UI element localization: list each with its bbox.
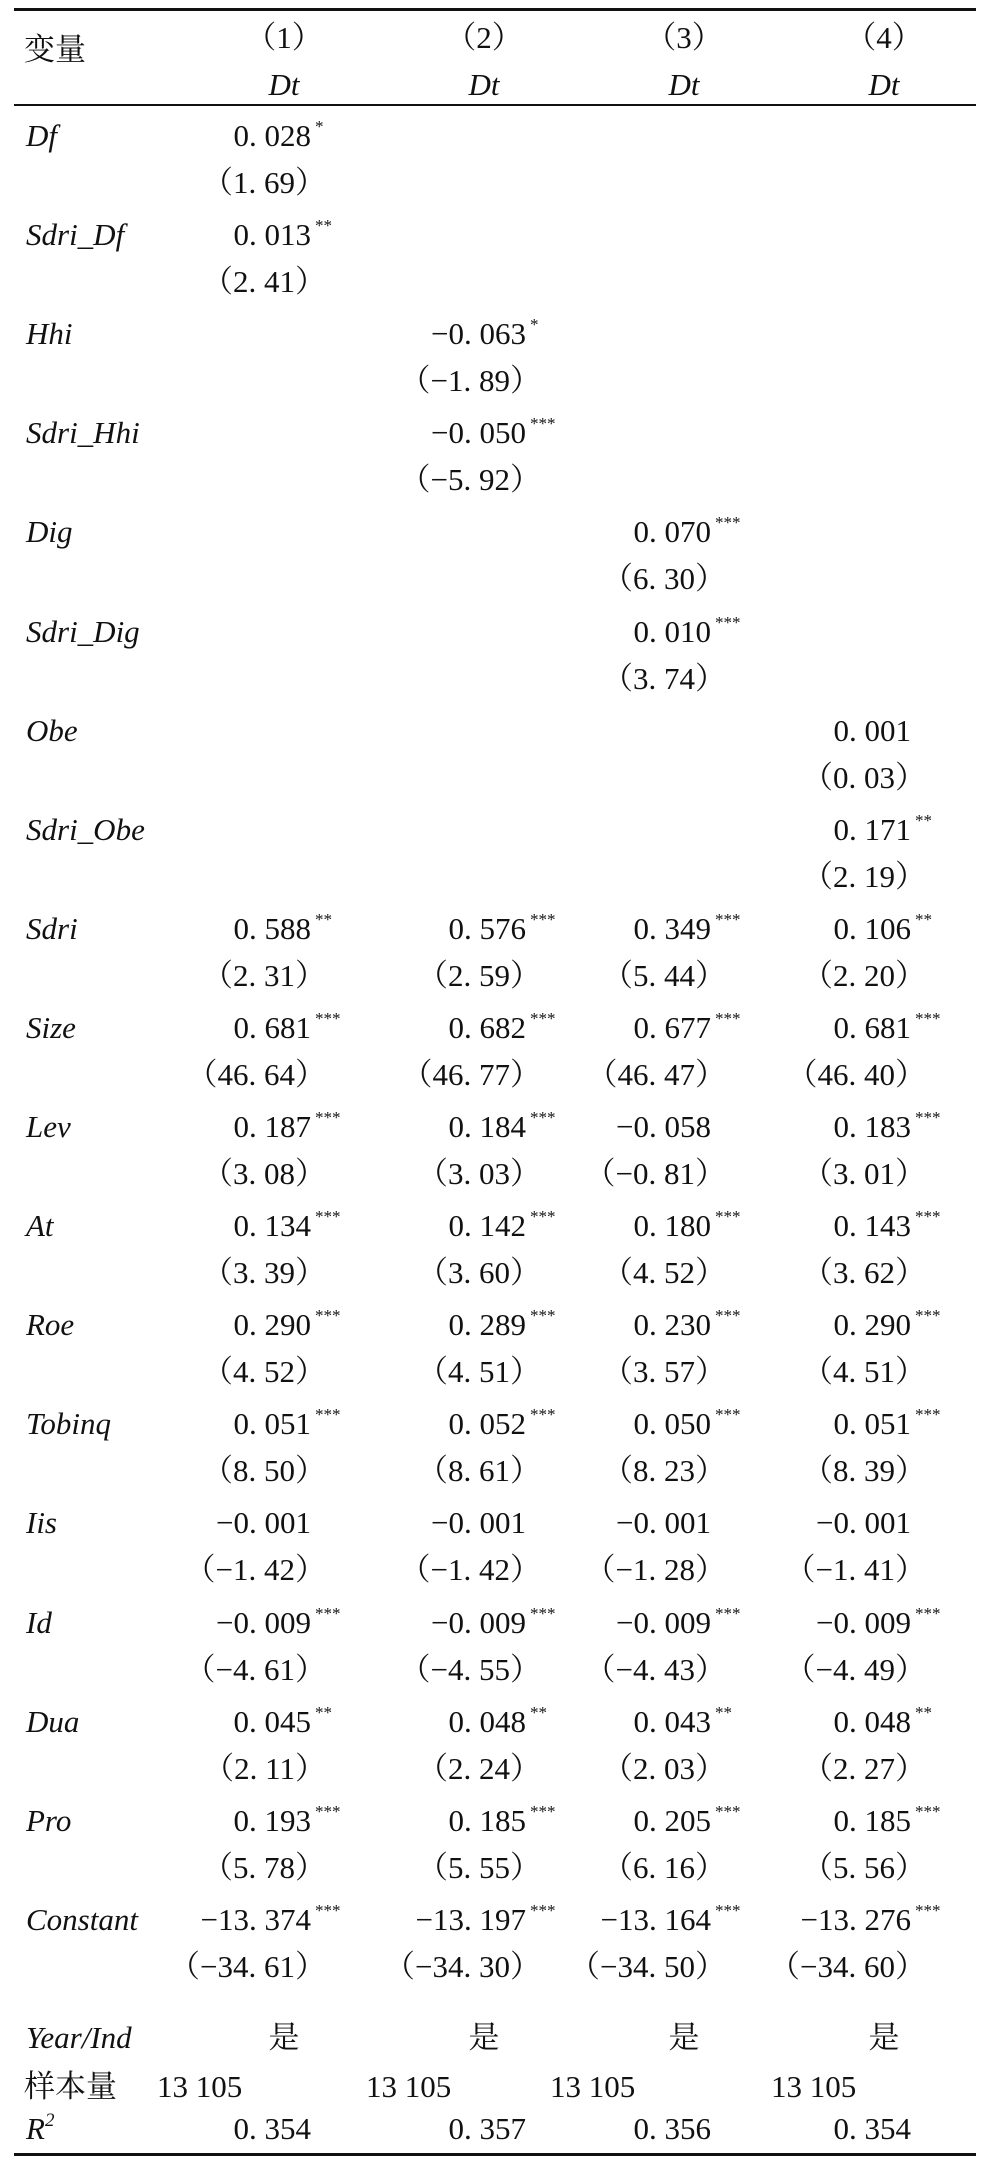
bottom-rule: [14, 2153, 976, 2156]
t-stat-cell: （3. 74）: [602, 660, 726, 696]
significance-stars: ***: [530, 1207, 556, 1227]
significance-stars: ***: [915, 1008, 941, 1028]
coefficient-cell: −13. 374: [200, 1901, 311, 1937]
model-number-1: （1）: [245, 20, 323, 55]
t-stat-cell: （8. 39）: [802, 1453, 926, 1489]
t-stat-cell: （4. 51）: [802, 1354, 926, 1390]
significance-stars: ***: [530, 414, 556, 434]
t-stat-cell: （8. 61）: [417, 1453, 541, 1489]
t-stat-cell: （3. 62）: [802, 1255, 926, 1291]
variable-name: Lev: [26, 1109, 71, 1144]
variable-name: Dig: [26, 514, 73, 550]
t-stat-cell: （2. 03）: [602, 1750, 726, 1786]
significance-stars: ***: [715, 909, 741, 929]
coefficient-cell: 0. 050: [633, 1406, 711, 1442]
significance-stars: ***: [530, 1603, 556, 1623]
t-stat-cell: （3. 08）: [202, 1156, 326, 1191]
r2-value: 0. 356: [633, 2111, 711, 2146]
significance-stars: ***: [530, 909, 556, 929]
significance-stars: *: [315, 117, 324, 136]
t-stat-cell: （−1. 42）: [184, 1552, 326, 1588]
coefficient-cell: 0. 183: [833, 1109, 911, 1144]
coefficient-cell: 0. 143: [833, 1208, 911, 1244]
significance-stars: ***: [715, 1405, 741, 1425]
significance-stars: ***: [315, 1306, 341, 1326]
coefficient-cell: 0. 185: [833, 1802, 911, 1838]
t-stat-cell: （2. 19）: [802, 858, 926, 894]
t-stat-cell: （−34. 30）: [384, 1948, 541, 1984]
t-stat-cell: （46. 77）: [401, 1056, 541, 1092]
variable-name: Sdri_Df: [26, 217, 125, 253]
coefficient-cell: −0. 001: [816, 1505, 911, 1541]
significance-stars: ***: [530, 1306, 556, 1326]
t-stat-cell: （8. 23）: [602, 1453, 726, 1489]
t-stat-cell: （−1. 89）: [399, 363, 541, 399]
significance-stars: *: [530, 315, 539, 335]
t-stat-cell: （−4. 43）: [584, 1651, 726, 1687]
coefficient-cell: −13. 276: [800, 1901, 911, 1937]
t-stat-cell: （−5. 92）: [399, 462, 541, 498]
t-stat-cell: （2. 24）: [417, 1750, 541, 1786]
coefficient-cell: 0. 051: [833, 1406, 911, 1442]
coefficient-cell: 0. 106: [833, 910, 911, 946]
year-ind-label: Year/Ind: [26, 2020, 132, 2055]
coefficient-cell: 0. 205: [633, 1802, 711, 1838]
coefficient-cell: −0. 001: [616, 1505, 711, 1541]
significance-stars: ***: [315, 1207, 341, 1227]
dependent-var-3: Dt: [668, 67, 700, 102]
variable-name: Sdri_Obe: [26, 811, 145, 847]
significance-stars: ***: [915, 1603, 941, 1623]
variable-name: Sdri_Hhi: [26, 415, 140, 451]
t-stat-cell: （2. 31）: [202, 957, 326, 993]
year-ind-value: 是: [468, 2020, 500, 2055]
t-stat-cell: （2. 27）: [802, 1750, 926, 1786]
t-stat-cell: （46. 40）: [786, 1056, 926, 1092]
nobs-value: 13 105: [550, 2069, 636, 2104]
coefficient-cell: 0. 193: [233, 1802, 311, 1838]
significance-stars: ***: [315, 1801, 341, 1821]
coefficient-cell: 0. 349: [633, 910, 711, 946]
dependent-var-4: Dt: [868, 67, 900, 102]
variable-name: Pro: [26, 1802, 72, 1838]
coefficient-cell: 0. 048: [448, 1703, 526, 1739]
t-stat-cell: （3. 57）: [602, 1354, 726, 1390]
dependent-var-1: Dt: [268, 67, 300, 102]
r2-value: 0. 354: [233, 2111, 311, 2146]
coefficient-cell: −0. 063: [431, 316, 526, 352]
nobs-label: 样本量: [24, 2069, 117, 2104]
t-stat-cell: （2. 59）: [417, 957, 541, 993]
coefficient-cell: 0. 028: [233, 118, 311, 153]
significance-stars: ***: [715, 1603, 741, 1623]
coefficient-cell: 0. 010: [633, 613, 711, 649]
significance-stars: ***: [715, 1900, 741, 1920]
coefficient-cell: 0. 290: [233, 1307, 311, 1343]
significance-stars: ***: [530, 1801, 556, 1821]
coefficient-cell: −0. 050: [431, 415, 526, 451]
t-stat-cell: （3. 60）: [417, 1255, 541, 1291]
variable-name: Constant: [26, 1901, 138, 1937]
t-stat-cell: （4. 52）: [602, 1255, 726, 1291]
t-stat-cell: （−4. 55）: [399, 1651, 541, 1687]
coefficient-cell: 0. 180: [633, 1208, 711, 1244]
nobs-value: 13 105: [157, 2069, 243, 2104]
coefficient-cell: −13. 164: [600, 1901, 711, 1937]
t-stat-cell: （3. 39）: [202, 1255, 326, 1291]
significance-stars: ***: [915, 1900, 941, 1920]
variable-name: Dua: [26, 1703, 80, 1739]
coefficient-cell: −0. 009: [431, 1604, 526, 1640]
coefficient-cell: 0. 070: [633, 514, 711, 550]
significance-stars: ***: [530, 1108, 556, 1127]
t-stat-cell: （−34. 61）: [169, 1948, 326, 1984]
t-stat-cell: （46. 47）: [586, 1056, 726, 1092]
variable-name: Size: [26, 1009, 76, 1045]
coefficient-cell: 0. 230: [633, 1307, 711, 1343]
t-stat-cell: （5. 55）: [417, 1849, 541, 1885]
significance-stars: ***: [915, 1801, 941, 1821]
t-stat-cell: （2. 41）: [202, 264, 326, 300]
coefficient-cell: −13. 197: [415, 1901, 526, 1937]
model-number-2: （2）: [445, 20, 523, 55]
top-rule: [14, 8, 976, 11]
coefficient-cell: −0. 009: [216, 1604, 311, 1640]
significance-stars: ***: [315, 1008, 341, 1028]
t-stat-cell: （6. 30）: [602, 561, 726, 597]
significance-stars: **: [315, 1702, 332, 1722]
coefficient-cell: 0. 013: [233, 217, 311, 253]
t-stat-cell: （−34. 60）: [769, 1948, 926, 1984]
coefficient-cell: −0. 009: [616, 1604, 711, 1640]
significance-stars: ***: [915, 1306, 941, 1326]
r2-superscript: 2: [44, 2110, 55, 2131]
variable-name: Id: [26, 1604, 52, 1640]
variable-name: Sdri: [26, 910, 78, 946]
variable-name: Obe: [26, 712, 78, 748]
coefficient-cell: 0. 576: [448, 910, 526, 946]
coefficient-cell: 0. 134: [233, 1208, 311, 1244]
coefficient-cell: 0. 681: [833, 1009, 911, 1045]
significance-stars: ***: [530, 1900, 556, 1920]
t-stat-cell: （4. 52）: [202, 1354, 326, 1390]
r2-label: [26, 2109, 54, 2149]
t-stat-cell: （0. 03）: [802, 759, 926, 795]
variable-name: Roe: [26, 1307, 75, 1343]
t-stat-cell: （−1. 42）: [399, 1552, 541, 1588]
t-stat-cell: （−1. 28）: [584, 1552, 726, 1588]
coefficient-cell: 0. 171: [833, 811, 911, 847]
significance-stars: **: [715, 1702, 732, 1722]
variable-name: Iis: [26, 1505, 57, 1541]
significance-stars: **: [530, 1702, 547, 1722]
significance-stars: ***: [530, 1008, 556, 1028]
significance-stars: **: [315, 909, 332, 929]
t-stat-cell: （5. 78）: [202, 1849, 326, 1885]
t-stat-cell: （4. 51）: [417, 1354, 541, 1390]
r2-value: 0. 354: [833, 2111, 911, 2146]
coefficient-cell: −0. 058: [616, 1109, 711, 1144]
nobs-value: 13 105: [366, 2069, 452, 2104]
significance-stars: ***: [915, 1405, 941, 1425]
significance-stars: ***: [915, 1108, 941, 1127]
t-stat-cell: （5. 44）: [602, 957, 726, 993]
significance-stars: ***: [915, 1207, 941, 1227]
coefficient-cell: 0. 142: [448, 1208, 526, 1244]
coefficient-cell: 0. 048: [833, 1703, 911, 1739]
coefficient-cell: 0. 290: [833, 1307, 911, 1343]
t-stat-cell: （2. 20）: [802, 957, 926, 993]
significance-stars: **: [315, 216, 332, 236]
significance-stars: ***: [530, 1405, 556, 1425]
t-stat-cell: （2. 11）: [203, 1750, 326, 1786]
coefficient-cell: −0. 009: [816, 1604, 911, 1640]
coefficient-cell: 0. 001: [833, 712, 911, 748]
variable-name: Tobinq: [26, 1406, 112, 1442]
t-stat-cell: （−0. 81）: [584, 1156, 726, 1191]
significance-stars: ***: [715, 1801, 741, 1821]
coefficient-cell: 0. 045: [233, 1703, 311, 1739]
coefficient-cell: 0. 682: [448, 1009, 526, 1045]
significance-stars: ***: [315, 1900, 341, 1920]
year-ind-value: 是: [668, 2020, 700, 2055]
significance-stars: ***: [715, 513, 741, 533]
year-ind-value: 是: [868, 2020, 900, 2055]
significance-stars: ***: [715, 612, 741, 632]
variable-name: Df: [26, 118, 57, 153]
coefficient-cell: 0. 185: [448, 1802, 526, 1838]
significance-stars: **: [915, 909, 932, 929]
coefficient-cell: 0. 681: [233, 1009, 311, 1045]
coefficient-cell: 0. 052: [448, 1406, 526, 1442]
coefficient-cell: 0. 043: [633, 1703, 711, 1739]
year-ind-value: 是: [268, 2020, 300, 2055]
row-label-header: 变量: [24, 32, 86, 67]
t-stat-cell: （6. 16）: [602, 1849, 726, 1885]
variable-name: Hhi: [26, 316, 73, 352]
significance-stars: ***: [315, 1108, 341, 1127]
coefficient-cell: −0. 001: [216, 1505, 311, 1541]
significance-stars: **: [915, 810, 932, 830]
coefficient-cell: −0. 001: [431, 1505, 526, 1541]
variable-name: Sdri_Dig: [26, 613, 140, 649]
nobs-value: 13 105: [771, 2069, 857, 2104]
dependent-var-2: Dt: [468, 67, 500, 102]
coefficient-cell: 0. 677: [633, 1009, 711, 1045]
t-stat-cell: （1. 69）: [202, 165, 326, 200]
variable-name: At: [26, 1208, 54, 1244]
t-stat-cell: （3. 01）: [802, 1156, 926, 1191]
r2-label-text: R: [26, 2111, 45, 2146]
t-stat-cell: （5. 56）: [802, 1849, 926, 1885]
coefficient-cell: 0. 184: [448, 1109, 526, 1144]
t-stat-cell: （−34. 50）: [569, 1948, 726, 1984]
t-stat-cell: （8. 50）: [202, 1453, 326, 1489]
t-stat-cell: （−4. 49）: [784, 1651, 926, 1687]
significance-stars: ***: [315, 1405, 341, 1425]
significance-stars: ***: [715, 1207, 741, 1227]
t-stat-cell: （−4. 61）: [184, 1651, 326, 1687]
r2-value: 0. 357: [448, 2111, 526, 2146]
coefficient-cell: 0. 588: [233, 910, 311, 946]
significance-stars: **: [915, 1702, 932, 1722]
significance-stars: ***: [315, 1603, 341, 1623]
t-stat-cell: （−1. 41）: [784, 1552, 926, 1588]
coefficient-cell: 0. 289: [448, 1307, 526, 1343]
model-number-4: （4）: [845, 20, 923, 55]
coefficient-cell: 0. 187: [233, 1109, 311, 1144]
significance-stars: ***: [715, 1008, 741, 1028]
t-stat-cell: （3. 03）: [417, 1156, 541, 1191]
model-number-3: （3）: [645, 20, 723, 55]
coefficient-cell: 0. 051: [233, 1406, 311, 1442]
t-stat-cell: （46. 64）: [186, 1056, 326, 1092]
significance-stars: ***: [715, 1306, 741, 1326]
